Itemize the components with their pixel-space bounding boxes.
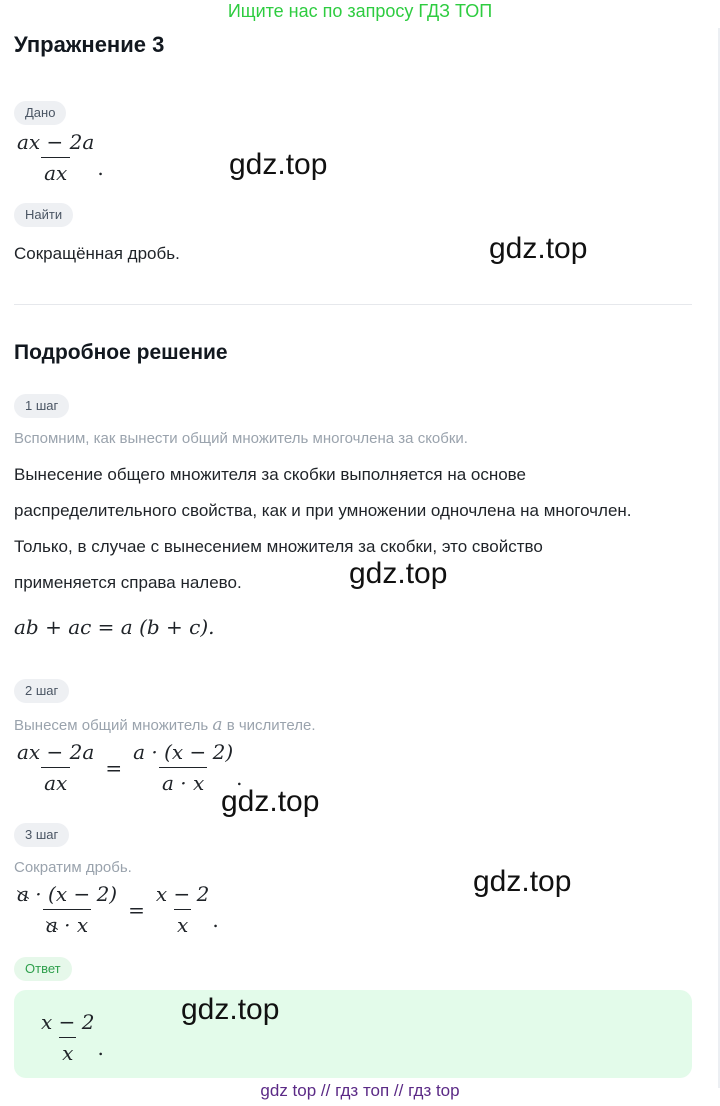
step3-hint: Сократим дробь.: [14, 859, 132, 876]
step3-lhs-fraction: [14, 882, 120, 937]
answer-fraction: [38, 1010, 97, 1065]
step2-equals: =: [105, 755, 123, 780]
given-formula: [14, 130, 104, 185]
watermark: gdz.top: [221, 785, 320, 818]
solution-title: Подробное решение: [14, 341, 228, 364]
step2-rhs-denominator: a · x: [159, 767, 207, 795]
step1-line: распределительного свойства, как и при умножении одночлена на многочлен.: [14, 501, 632, 520]
find-chip: Найти: [14, 203, 73, 227]
answer-period: .: [97, 1035, 104, 1060]
find-text: Сокращённая дробь.: [14, 244, 180, 263]
step2-lhs-fraction: [14, 740, 97, 795]
step2-rhs-numerator: a · (x − 2): [133, 740, 234, 764]
step3-chip: 3 шаг: [14, 823, 69, 847]
step3-formula: [14, 882, 219, 937]
given-chip: Дано: [14, 101, 66, 125]
given-numerator: ax − 2a: [17, 130, 95, 154]
watermark: gdz.top: [473, 865, 572, 898]
answer-chip: Ответ: [14, 957, 72, 981]
step3-lhs-numerator-rest: · (x − 2): [28, 882, 118, 906]
step2-period: .: [236, 765, 243, 790]
answer-formula: [38, 1010, 104, 1065]
step2-hint-before: Вынесем общий множитель: [14, 717, 209, 734]
step1-chip: 1 шаг: [14, 394, 69, 418]
step2-lhs-numerator: ax − 2a: [17, 740, 95, 764]
step2-hint-variable: a: [212, 715, 223, 735]
answer-numerator: x − 2: [41, 1010, 95, 1034]
answer-box: [14, 990, 692, 1078]
step3-rhs-denominator: x: [174, 909, 191, 937]
given-fraction: [14, 130, 97, 185]
top-banner: Ищите нас по запросу ГДЗ ТОП: [227, 1, 493, 21]
section-divider: [14, 304, 692, 305]
watermark: gdz.top: [229, 148, 328, 181]
step2-lhs-denominator: ax: [41, 767, 70, 795]
watermark: gdz.top: [489, 232, 588, 265]
answer-denominator: x: [59, 1037, 76, 1065]
step3-equals: =: [128, 897, 145, 922]
step3-cancelled-a-denominator: a: [45, 913, 58, 937]
step1-line: применяется справа налево.: [14, 573, 242, 592]
step2-hint-after: в числителе.: [226, 717, 316, 734]
given-denominator: ax: [41, 157, 70, 185]
step1-line: Только, в случае с вынесением множителя за скобки, это свойство: [14, 537, 543, 556]
step3-cancelled-a-numerator: a: [17, 882, 29, 906]
watermark: gdz.top: [349, 557, 448, 590]
step1-hint: Вспомним, как вынести общий множитель многочлена за скобки.: [14, 430, 468, 447]
step1-formula: ab + ac = a (b + c).: [14, 615, 215, 639]
step3-period: .: [212, 907, 219, 932]
exercise-title: Упражнение 3: [14, 32, 165, 57]
step2-formula: [14, 740, 243, 795]
step3-rhs-numerator: x − 2: [155, 882, 210, 906]
footer-links[interactable]: gdz top // гдз топ // гдз top: [260, 1081, 460, 1100]
step3-rhs-fraction: [153, 882, 212, 937]
step2-hint: [14, 715, 316, 735]
step3-lhs-denominator-rest: · x: [57, 913, 89, 937]
given-period: .: [97, 155, 104, 180]
step2-chip: 2 шаг: [14, 679, 69, 703]
step1-line: Вынесение общего множителя за скобки выполняется на основе: [14, 465, 526, 484]
watermark: gdz.top: [181, 993, 280, 1026]
